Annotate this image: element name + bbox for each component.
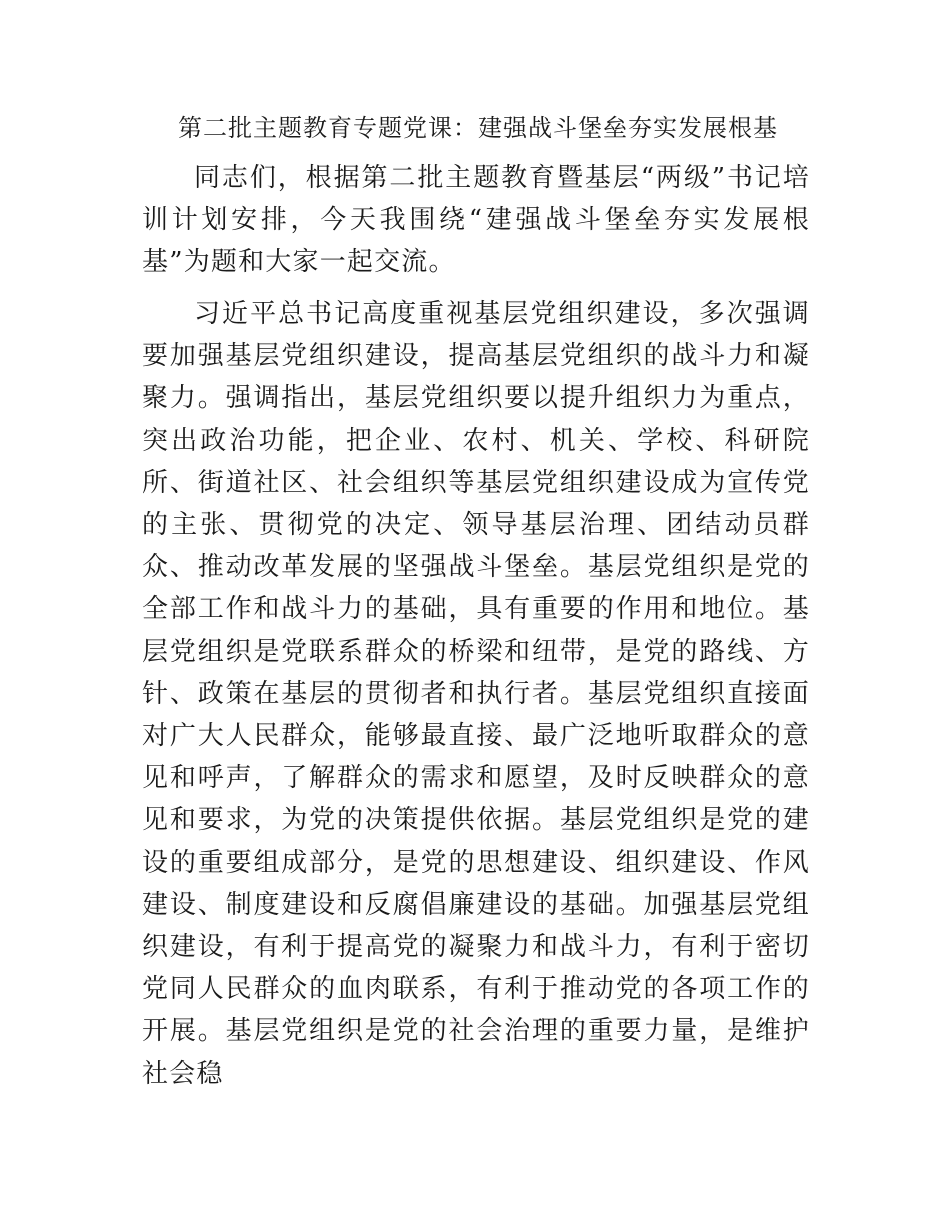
paragraph-body: 习近平总书记高度重视基层党组织建设，多次强调要加强基层党组织建设，提高基层党组织的战斗力和凝聚力。强调指出，基层党组织要以提升组织力为重点，突出政治功能，把企业、农村、机关、学校、科研院所、街道社区、社会组织等基层党组织建设成为宣传党的主张、贯彻党的决定、领导基层治理、团结动员群众、推动改革发展的坚强战斗堡垒。基层党组织是党的全部工作和战斗力的基础，具有重要的作用和地位。基层党组织是党联系群众的桥梁和纽带，是党的路线、方针、政策在基层的贯彻者和执行者。基层党组织直接面对广大人民群众，能够最直接、最广泛地听取群众的意见和呼声，了解群众的需求和愿望，及时反映群众的意见和要求，为党的决策提供依据。基层党组织是党的建设的重要组成部分，是党的思想建设、组织建设、作风建设、制度建设和反腐倡廉建设的基础。加强基层党组织建设，有利于提高党的凝聚力和战斗力，有利于密切党同人民群众的血肉联系，有利于推动党的各项工作的开展。基层党组织是党的社会治理的重要力量，是维护社会稳: [142, 299, 810, 1089]
document-title: 第二批主题教育专题党课：建强战斗堡垒夯实发展根基: [178, 114, 778, 142]
paragraph-intro: 同志们，根据第二批主题教育暨基层“两级”书记培训计划安排，今天我围绕“建强战斗堡垒夯实发展根基”为题和大家一起交流。: [142, 163, 810, 278]
